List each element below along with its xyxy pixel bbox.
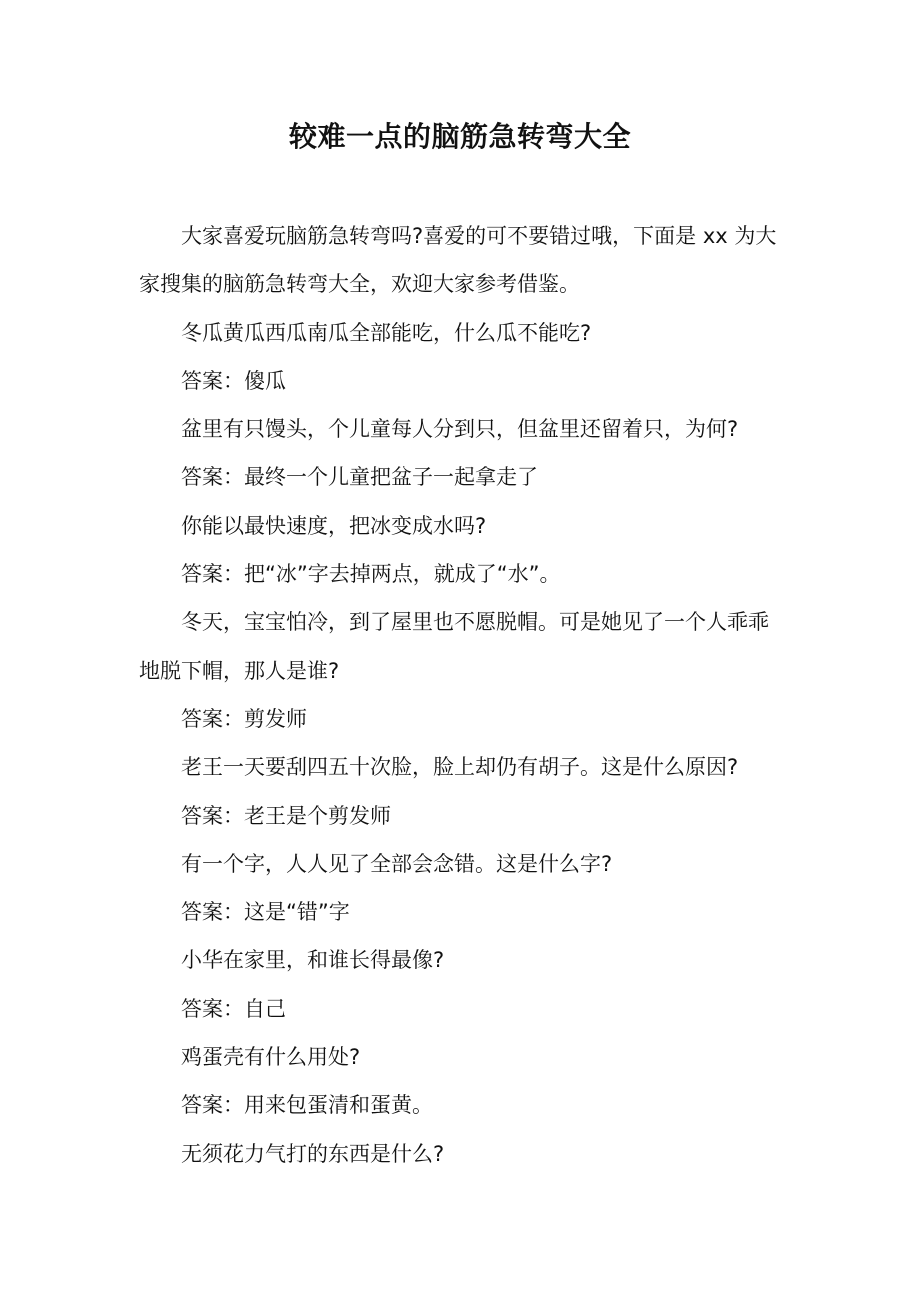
paragraph: 你能以最快速度，把冰变成水吗? — [181, 513, 487, 538]
paragraph: 答案：把“冰”字去掉两点，就成了“水”。 — [181, 562, 561, 587]
document-title: 较难一点的脑筋急转弯大全 — [288, 120, 631, 153]
paragraph: 答案：自己 — [181, 996, 286, 1021]
paragraph: 冬天，宝宝怕冷，到了屋里也不愿脱帽。可是她见了一个人乖乖地脱下帽，那人是谁? — [139, 610, 769, 683]
paragraph: 无须花力气打的东西是什么? — [181, 1141, 445, 1166]
paragraph: 冬瓜黄瓜西瓜南瓜全部能吃，什么瓜不能吃? — [181, 320, 592, 345]
paragraph: 答案：最终一个儿童把盆子一起拿走了 — [181, 465, 538, 490]
paragraph: 有一个字，人人见了全部会念错。这是什么字? — [181, 851, 613, 876]
paragraph: 鸡蛋壳有什么用处? — [181, 1045, 361, 1070]
paragraph: 答案：用来包蛋清和蛋黄。 — [181, 1093, 433, 1118]
paragraph: 盆里有只馒头，个儿童每人分到只，但盆里还留着只，为何? — [181, 417, 739, 442]
paragraph: 答案：老王是个剪发师 — [181, 803, 391, 828]
paragraph: 答案：剪发师 — [181, 706, 307, 731]
paragraph: 小华在家里，和谁长得最像? — [181, 948, 445, 973]
paragraph: 答案：这是“错”字 — [181, 900, 350, 925]
paragraph: 大家喜爱玩脑筋急转弯吗?喜爱的可不要错过哦，下面是 xx 为大家搜集的脑筋急转弯大全，欢迎大家参考借鉴。 — [139, 224, 777, 297]
paragraph: 老王一天要刮四五十次脸，脸上却仍有胡子。这是什么原因? — [181, 755, 739, 780]
paragraph: 答案：傻瓜 — [181, 368, 286, 393]
document-body — [139, 212, 784, 1178]
